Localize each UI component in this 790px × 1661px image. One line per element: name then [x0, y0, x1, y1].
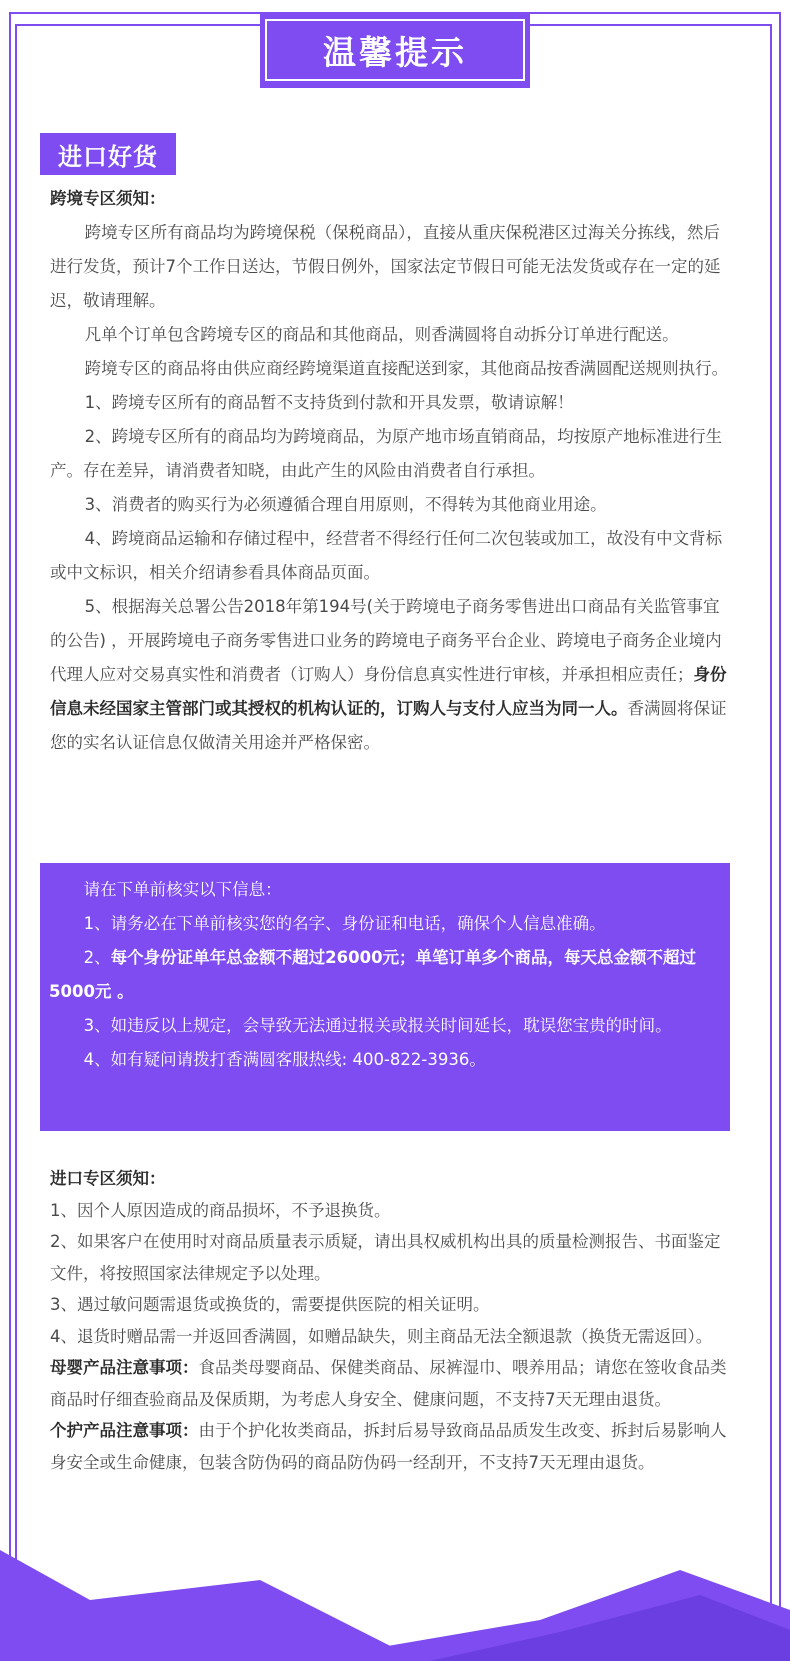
- banner-title: 温馨提示: [323, 32, 467, 72]
- import-zone-heading: 进口专区须知：: [50, 1169, 166, 1188]
- cross-border-item1: 1、跨境专区所有的商品暂不支持货到付款和开具发票，敬请谅解！: [84, 393, 574, 412]
- baby-products-text: 食品类母婴商品、保健类商品、尿裤湿巾、喂养用品；请您在签收食品类商品时仔细查验商品及保质期，为考虑人身安全、健康问题，不支持7天无理由退货。: [50, 1358, 727, 1409]
- cross-border-para3: 跨境专区的商品将由供应商经跨境渠道直接配送到家，其他商品按香满圆配送规则执行。: [84, 359, 729, 378]
- verify-panel: [40, 863, 730, 1131]
- banner-title-box: [260, 12, 530, 88]
- verify-item2-prefix: 2、: [83, 948, 111, 967]
- baby-products-note: [50, 1352, 730, 1415]
- deco-shape-back: [0, 1550, 420, 1661]
- item5-text-bold: 身份信息未经国家主管部门或其授权的机构认证的，订购人与支付人应当为同一人。: [50, 665, 727, 718]
- baby-products-label: 母婴产品注意事项：: [50, 1358, 199, 1377]
- import-zone-notice: [50, 1163, 730, 1478]
- cross-border-item4: 4、跨境商品运输和存储过程中，经营者不得经行任何二次包装或加工，故没有中文背标或中文标识，相关介绍请参看具体商品页面。: [50, 529, 723, 582]
- item5-text-c: 香满圆将保证您的实名认证信息仅做清关用途并严格保密。: [50, 699, 727, 752]
- verify-intro: 请在下单前核实以下信息：: [83, 880, 282, 899]
- cross-border-para1: 跨境专区所有商品均为跨境保税（保税商品），直接从重庆保税港区过海关分拣线，然后进行发货，预计7个工作日送达，节假日例外，国家法定节假日可能无法发货或存在一定的延迟，敬请理解。: [50, 223, 721, 310]
- cross-border-item5: [50, 590, 730, 760]
- cross-border-item3: 3、消费者的购买行为必须遵循合理自用原则，不得转为其他商业用途。: [84, 495, 607, 514]
- verify-item4: 4、如有疑问请拨打香满圆客服热线: 400-822-3936。: [83, 1050, 486, 1069]
- cross-border-heading: 跨境专区须知：: [50, 189, 166, 208]
- item5-text-a: 5、根据海关总署公告2018年第194号(关于跨境电子商务零售进出口商品有关监管事宜的公告) ，开展跨境电子商务零售进口业务的跨境电子商务平台企业、跨境电子商务企业境内代理人应对交易真实性和消费者（订购人）身份信息真实性进行审核，并承担相应责任；: [50, 597, 722, 684]
- verify-item3: 3、如违反以上规定，会导致无法通过报关或报关时间延长，耽误您宝贵的时间。: [83, 1016, 672, 1035]
- personal-care-text: 由于个护化妆类商品，拆封后易导致商品品质发生改变、拆封后易影响人身安全或生命健康，包装含防伪码的商品防伪码一经刮开，不支持7天无理由退货。: [50, 1421, 727, 1472]
- section-tag: 进口好货: [40, 133, 176, 175]
- cross-border-item2: 2、跨境专区所有的商品均为跨境商品，为原产地市场直销商品，均按原产地标准进行生产。存在差异，请消费者知晓，由此产生的风险由消费者自行承担。: [50, 427, 723, 480]
- import-zone-item2: 2、如果客户在使用时对商品质量表示质疑，请出具权威机构出具的质量检测报告、书面鉴定文件，将按照国家法律规定予以处理。: [50, 1232, 721, 1283]
- verify-item1: 1、请务必在下单前核实您的名字、身份证和电话，确保个人信息准确。: [83, 914, 606, 933]
- cross-border-notice: [50, 182, 730, 760]
- personal-care-note: [50, 1415, 730, 1478]
- bottom-decoration: [0, 1550, 790, 1661]
- cross-border-para2: 凡单个订单包含跨境专区的商品和其他商品，则香满圆将自动拆分订单进行配送。: [84, 325, 679, 344]
- verify-item2-bold: 每个身份证单年总金额不超过26000元；单笔订单多个商品，每天总金额不超过5000元 。: [49, 948, 697, 1001]
- verify-item2: [49, 941, 721, 1009]
- import-zone-item1: 1、因个人原因造成的商品损坏，不予退换货。: [50, 1200, 391, 1220]
- import-zone-item4: 4、退货时赠品需一并返回香满圆，如赠品缺失，则主商品无法全额退款（换货无需返回）。: [50, 1326, 713, 1346]
- import-zone-item3: 3、遇过敏问题需退货或换货的，需要提供医院的相关证明。: [50, 1295, 490, 1314]
- verify-text: [49, 873, 721, 1077]
- personal-care-label: 个护产品注意事项：: [50, 1421, 199, 1440]
